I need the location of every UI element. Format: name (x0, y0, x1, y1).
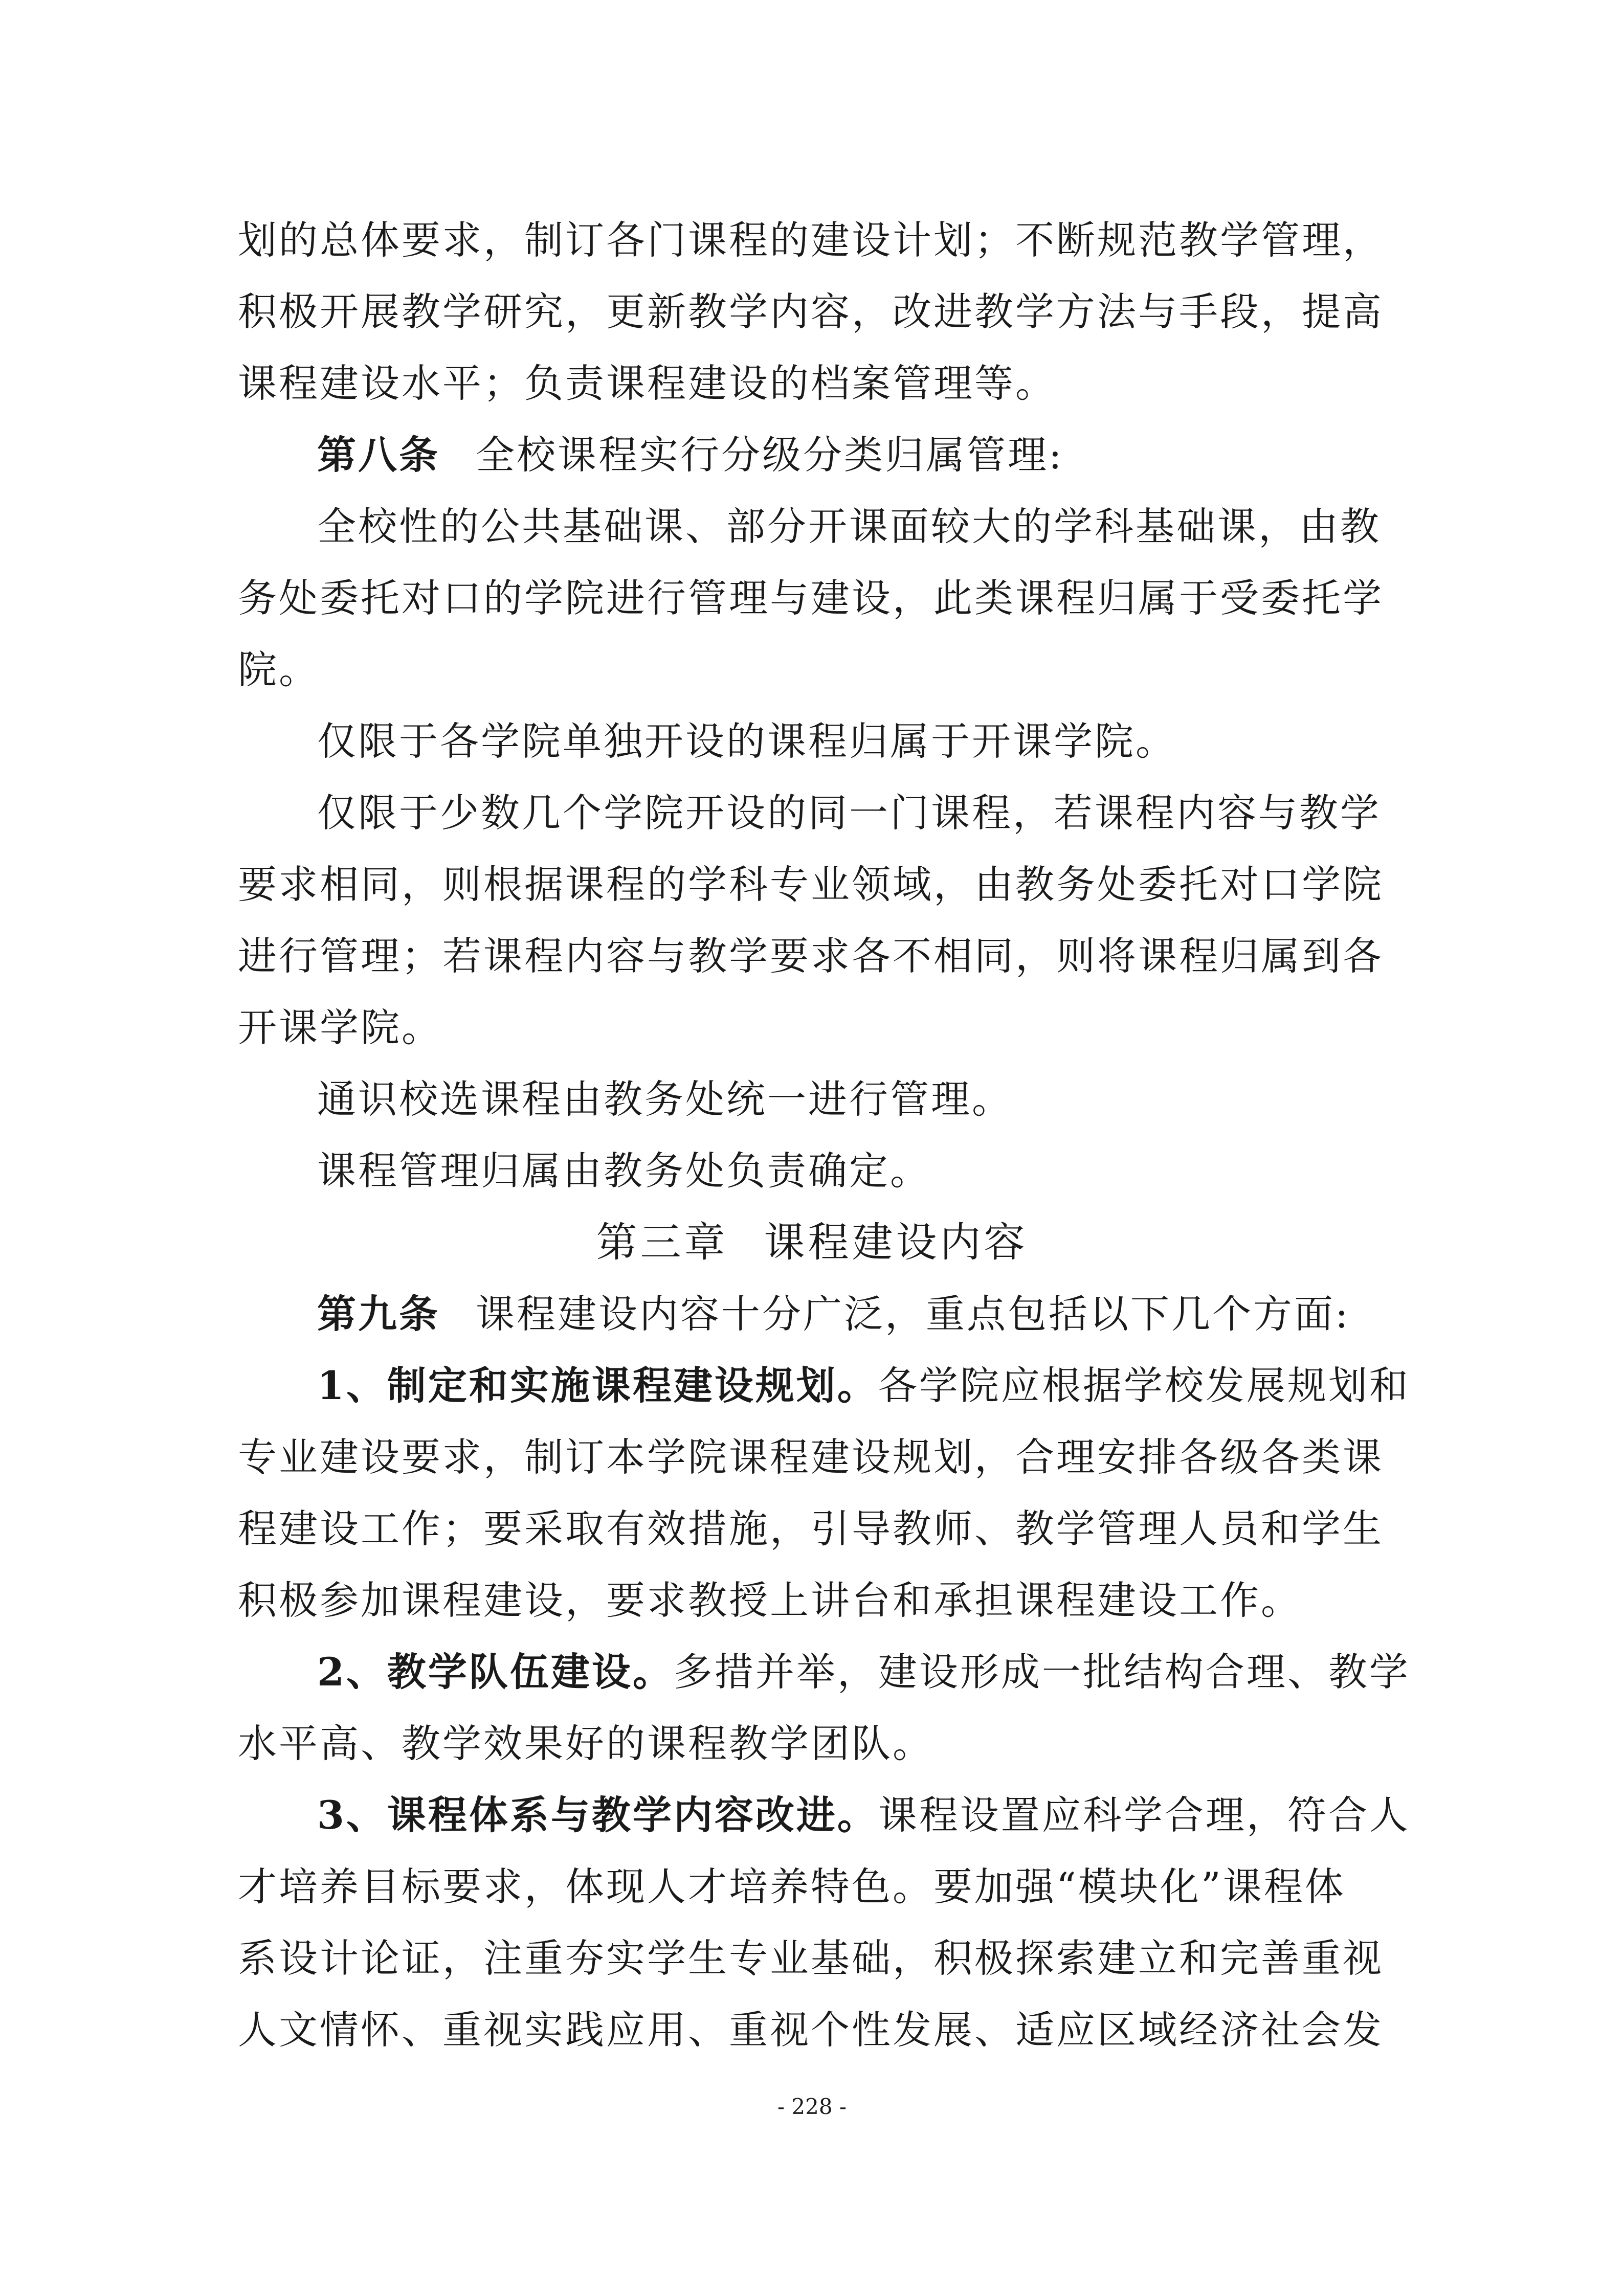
body-line: 程建设工作；要采取有效措施，引导教师、教学管理人员和学生 (238, 1506, 1384, 1551)
item-text: 各学院应根据学校发展规划和 (878, 1363, 1410, 1408)
body-line: 要求相同，则根据课程的学科专业领域，由教务处委托对口学院 (238, 862, 1384, 907)
body-line: 系设计论证，注重夯实学生专业基础，积极探索建立和完善重视 (238, 1935, 1384, 1981)
item-2-first-line (317, 1647, 1410, 1698)
body-line: 仅限于各学院单独开设的课程归属于开课学院。 (317, 718, 1176, 764)
article-9 (317, 1289, 1350, 1340)
item-text: 多措并举，建设形成一批结构合理、教学 (673, 1649, 1410, 1695)
body-line: 积极开展教学研究，更新教学内容，改进教学方法与手段，提高 (238, 289, 1384, 334)
item-text: 课程设置应科学合理，符合人 (878, 1792, 1410, 1838)
body-line: 院。 (238, 647, 320, 692)
article-text: 课程建设内容十分广泛，重点包括以下几个方面: (476, 1291, 1350, 1337)
body-line: 水平高、教学效果好的课程教学团队。 (238, 1721, 933, 1766)
article-text: 全校课程实行分级分类归属管理: (476, 432, 1064, 478)
chapter-number: 第三章 (596, 1219, 728, 1266)
item-heading: 3、课程体系与教学内容改进。 (317, 1792, 878, 1838)
body-line: 课程建设水平；负责课程建设的档案管理等。 (238, 361, 1056, 406)
body-line: 才培养目标要求，体现人才培养特色。要加强“模块化”课程体 (238, 1864, 1346, 1909)
article-label: 第九条 (317, 1291, 440, 1337)
body-line: 划的总体要求，制订各门课程的建设计划；不断规范教学管理， (238, 217, 1384, 263)
item-3-first-line (317, 1790, 1410, 1841)
body-line: 通识校选课程由教务处统一进行管理。 (317, 1076, 1013, 1122)
item-heading: 2、教学队伍建设。 (317, 1649, 674, 1695)
page-number: - 228 - (777, 2094, 847, 2119)
chapter-title: 课程建设内容 (764, 1219, 1028, 1266)
body-line: 人文情怀、重视实践应用、重视个性发展、适应区域经济社会发 (238, 2007, 1384, 2053)
body-line: 开课学院。 (238, 1005, 442, 1050)
body-line: 进行管理；若课程内容与教学要求各不相同，则将课程归属到各 (238, 933, 1384, 979)
article-8 (317, 430, 1064, 481)
item-1-first-line (317, 1360, 1410, 1411)
body-line: 积极参加课程建设，要求教授上讲台和承担课程建设工作。 (238, 1578, 1302, 1623)
body-line: 专业建设要求，制订本学院课程建设规划，合理安排各级各类课 (238, 1434, 1384, 1480)
body-line: 全校性的公共基础课、部分开课面较大的学科基础课，由教 (317, 504, 1381, 549)
chapter-heading (0, 1217, 1624, 1268)
body-line: 仅限于少数几个学院开设的同一门课程，若课程内容与教学 (317, 790, 1381, 836)
article-label: 第八条 (317, 432, 440, 478)
body-line: 课程管理归属由教务处负责确定。 (317, 1148, 931, 1194)
body-line: 务处委托对口的学院进行管理与建设，此类课程归属于受委托学 (238, 575, 1384, 621)
item-heading: 1、制定和实施课程建设规划。 (317, 1363, 878, 1408)
